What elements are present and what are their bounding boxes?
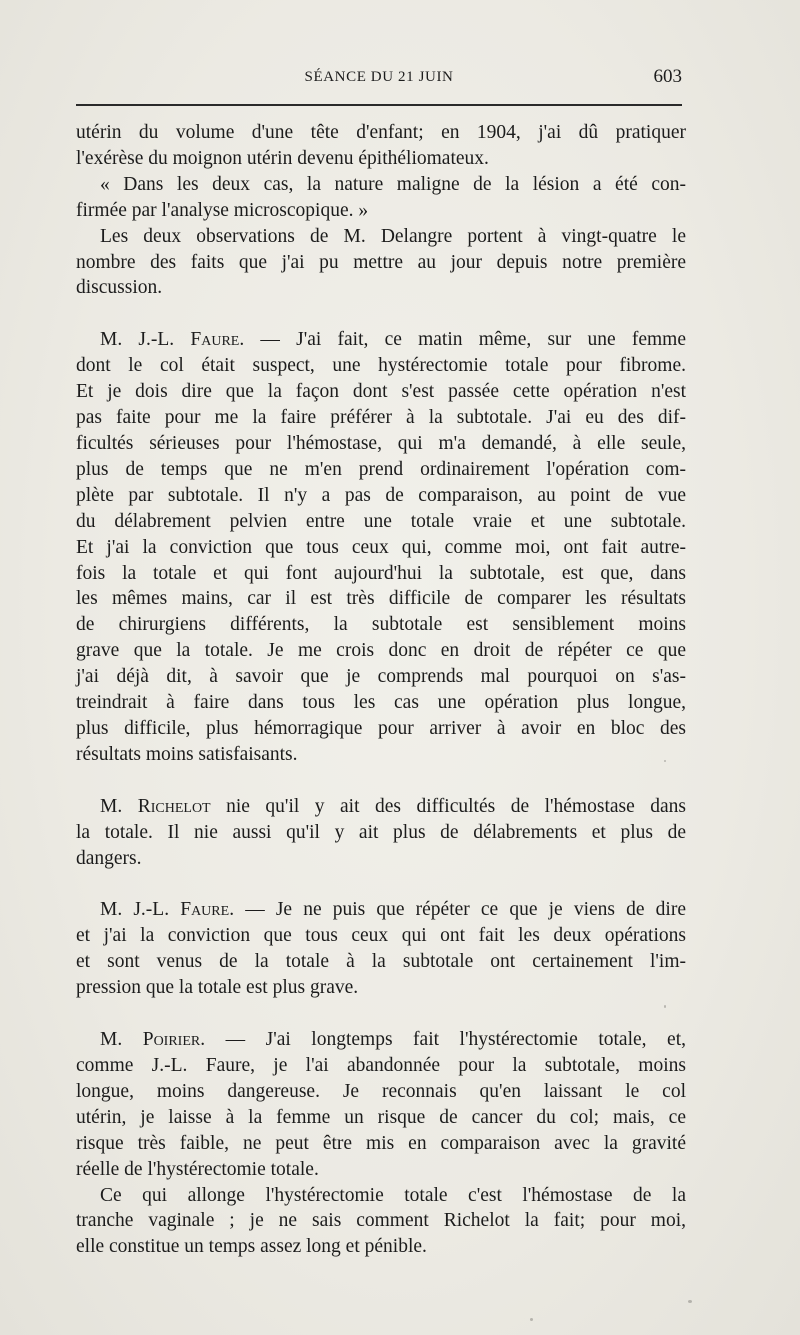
speaker-name: Faure	[180, 899, 230, 921]
paragraph-observations	[76, 224, 686, 302]
text-line: et j'ai la conviction que tous ceux qui ont fait les deux opérations	[76, 925, 686, 947]
paragraph-faure-remarks	[76, 327, 686, 767]
paragraph-richelot-remarks	[76, 794, 686, 872]
speaker-line-rest: . — J'ai fait, ce matin même, sur une femme	[239, 329, 686, 351]
scan-speck	[530, 1318, 533, 1321]
paragraph-quotation	[76, 172, 686, 224]
running-title: SÉANCE DU 21 JUIN	[304, 69, 454, 85]
text-line: utérin, je laisse à la femme un risque de cancer du col; mais, ce	[76, 1106, 686, 1128]
text-line: j'ai déjà dit, à savoir que je comprends mal pourquoi on s'as-	[76, 666, 686, 688]
text-line: plète par subtotale. Il n'y a pas de comparaison, au point de vue	[76, 484, 686, 506]
text-line: utérin du volume d'une tête d'enfant; en 1904, j'ai dû pratiquer	[76, 122, 686, 143]
speaker-line-rest: nie qu'il y ait des difficultés de l'hémostase dans	[210, 795, 686, 817]
scan-speck	[664, 1005, 666, 1008]
speaker-prefix: M. J.-L.	[100, 899, 181, 921]
header-rule	[76, 104, 682, 106]
text-line: grave que la totale. Je me crois donc en droit de répéter ce que	[76, 640, 686, 662]
text-line: dont le col était suspect, une hystérectomie totale pour fibrome.	[76, 355, 686, 377]
text-line: plus difficile, plus hémorragique pour arriver à avoir en bloc des	[76, 717, 686, 739]
speaker-prefix: M. J.-L.	[100, 329, 191, 351]
text-line: et sont venus de la totale à la subtotale ont certainement l'im-	[76, 951, 686, 973]
text-line: discussion.	[76, 277, 163, 299]
speaker-line-rest: . — J'ai longtemps fait l'hystérectomie totale, et,	[200, 1029, 686, 1051]
text-line: dangers.	[76, 847, 142, 869]
speaker-line	[76, 794, 686, 820]
text-line: nombre des faits que j'ai pu mettre au jour depuis notre première	[76, 251, 686, 273]
text-line: firmée par l'analyse microscopique. »	[76, 199, 369, 221]
text-line: la totale. Il nie aussi qu'il y ait plus de délabrements et plus de	[76, 821, 686, 843]
text-line: pression que la totale est plus grave.	[76, 977, 359, 999]
text-line: les mêmes mains, car il est très difficile de comparer les résultats	[76, 588, 686, 610]
text-line: l'exérèse du moignon utérin devenu épithéliomateux.	[76, 147, 489, 169]
article-body	[76, 120, 686, 1260]
paragraph-faure-reply	[76, 897, 686, 1001]
page-number: 603	[653, 66, 682, 87]
scan-speck	[688, 1300, 692, 1303]
text-line: résultats moins satisfaisants.	[76, 743, 298, 765]
text-line: de chirurgiens différents, la subtotale est sensiblement moins	[76, 614, 686, 636]
text-line: pas faite pour me la faire préférer à la subtotale. J'ai eu des dif-	[76, 407, 686, 429]
text-line: Et je dois dire que la façon dont s'est passée cette opération n'est	[76, 381, 686, 403]
text-line: longue, moins dangereuse. Je reconnais qu'en laissant le col	[76, 1080, 686, 1102]
text-line: Ce qui allonge l'hystérectomie totale c'est l'hémostase de la	[100, 1184, 686, 1206]
speaker-line	[76, 1027, 686, 1053]
text-line: tranche vaginale ; je ne sais comment Richelot la fait; pour moi,	[76, 1210, 686, 1232]
speaker-name: Faure	[190, 329, 240, 351]
text-line: Les deux observations de M. Delangre portent à vingt-quatre le	[100, 225, 686, 247]
speaker-name: Richelot	[137, 795, 211, 817]
speaker-line-rest: . — Je ne puis que répéter ce que je viens de dire	[229, 899, 686, 921]
page-header	[76, 66, 682, 94]
text-line: comme J.-L. Faure, je l'ai abandonnée pour la subtotale, moins	[76, 1055, 686, 1076]
text-line: Et j'ai la conviction que tous ceux qui, comme moi, ont fait autre-	[76, 536, 686, 558]
speaker-prefix: M.	[100, 795, 138, 817]
text-line: plus de temps que ne m'en prend ordinairement l'opération com-	[76, 458, 686, 480]
speaker-prefix: M.	[100, 1029, 143, 1051]
text-line: du délabrement pelvien entre une totale vraie et une subtotale.	[76, 510, 686, 532]
speaker-name: Poirier	[142, 1029, 201, 1051]
paragraph-hemostasis	[76, 1183, 686, 1261]
text-line: fois la totale et qui font aujourd'hui la subtotale, est que, dans	[76, 562, 686, 584]
scan-speck	[664, 760, 666, 762]
paragraph-poirier-remarks	[76, 1027, 686, 1182]
text-line: treindrait à faire dans tous les cas une opération plus longue,	[76, 692, 686, 714]
text-line: ficultés sérieuses pour l'hémostase, qui m'a demandé, à elle seule,	[76, 432, 686, 454]
text-line: elle constitue un temps assez long et pénible.	[76, 1236, 427, 1258]
text-line: « Dans les deux cas, la nature maligne de la lésion a été con-	[100, 173, 686, 195]
speaker-line	[76, 897, 686, 923]
text-line: réelle de l'hystérectomie totale.	[76, 1158, 319, 1180]
paragraph-continuation	[76, 120, 686, 172]
speaker-line	[76, 327, 686, 353]
text-line: risque très faible, ne peut être mis en comparaison avec la gravité	[76, 1132, 686, 1154]
